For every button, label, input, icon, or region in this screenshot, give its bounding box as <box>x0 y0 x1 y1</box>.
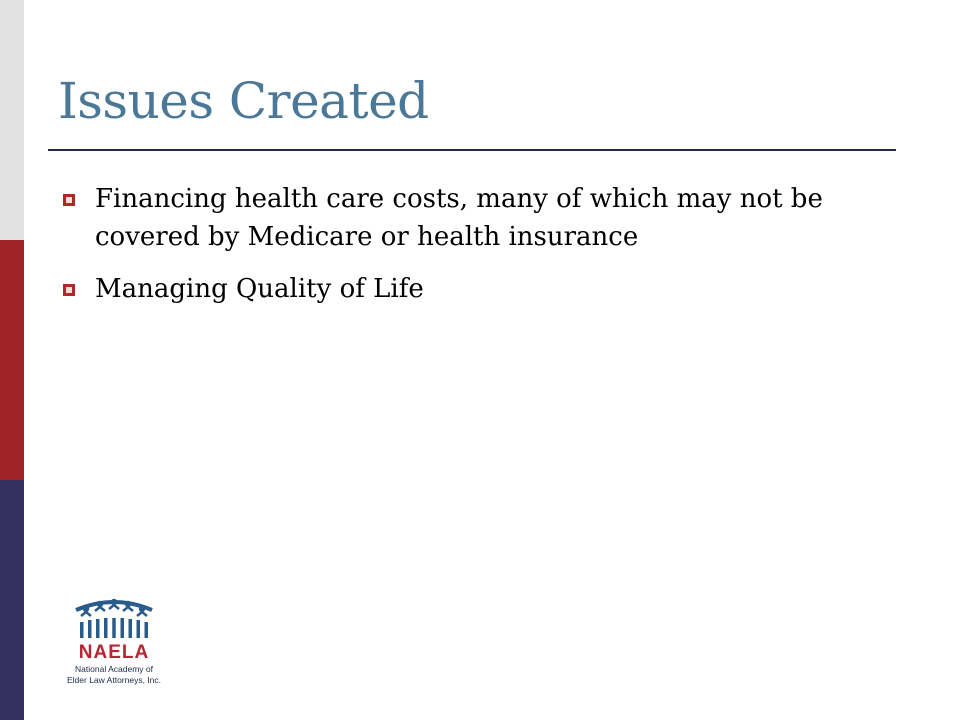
logo-tagline-line2: Elder Law Attorneys, Inc. <box>66 675 162 685</box>
square-bullet-icon <box>63 284 75 296</box>
bullet-text: Managing Quality of Life <box>95 274 424 304</box>
bullet-text: Financing health care costs, many of which may not be covered by Medicare or health insurance <box>95 184 823 252</box>
slide-title: Issues Created <box>58 72 429 130</box>
logo-tagline-line1: National Academy of <box>75 664 153 674</box>
bullet-item <box>60 270 900 308</box>
bullet-list <box>60 180 900 322</box>
square-bullet-icon <box>63 194 75 206</box>
naela-logo <box>58 592 170 702</box>
sidebar-stripe-red <box>0 240 24 480</box>
sidebar-stripe-navy <box>0 480 24 720</box>
capitol-dome-icon <box>68 592 160 642</box>
title-underline <box>48 149 896 151</box>
sidebar-stripe-gray <box>0 0 24 240</box>
bullet-item <box>60 180 900 256</box>
logo-name: NAELA <box>78 642 150 663</box>
